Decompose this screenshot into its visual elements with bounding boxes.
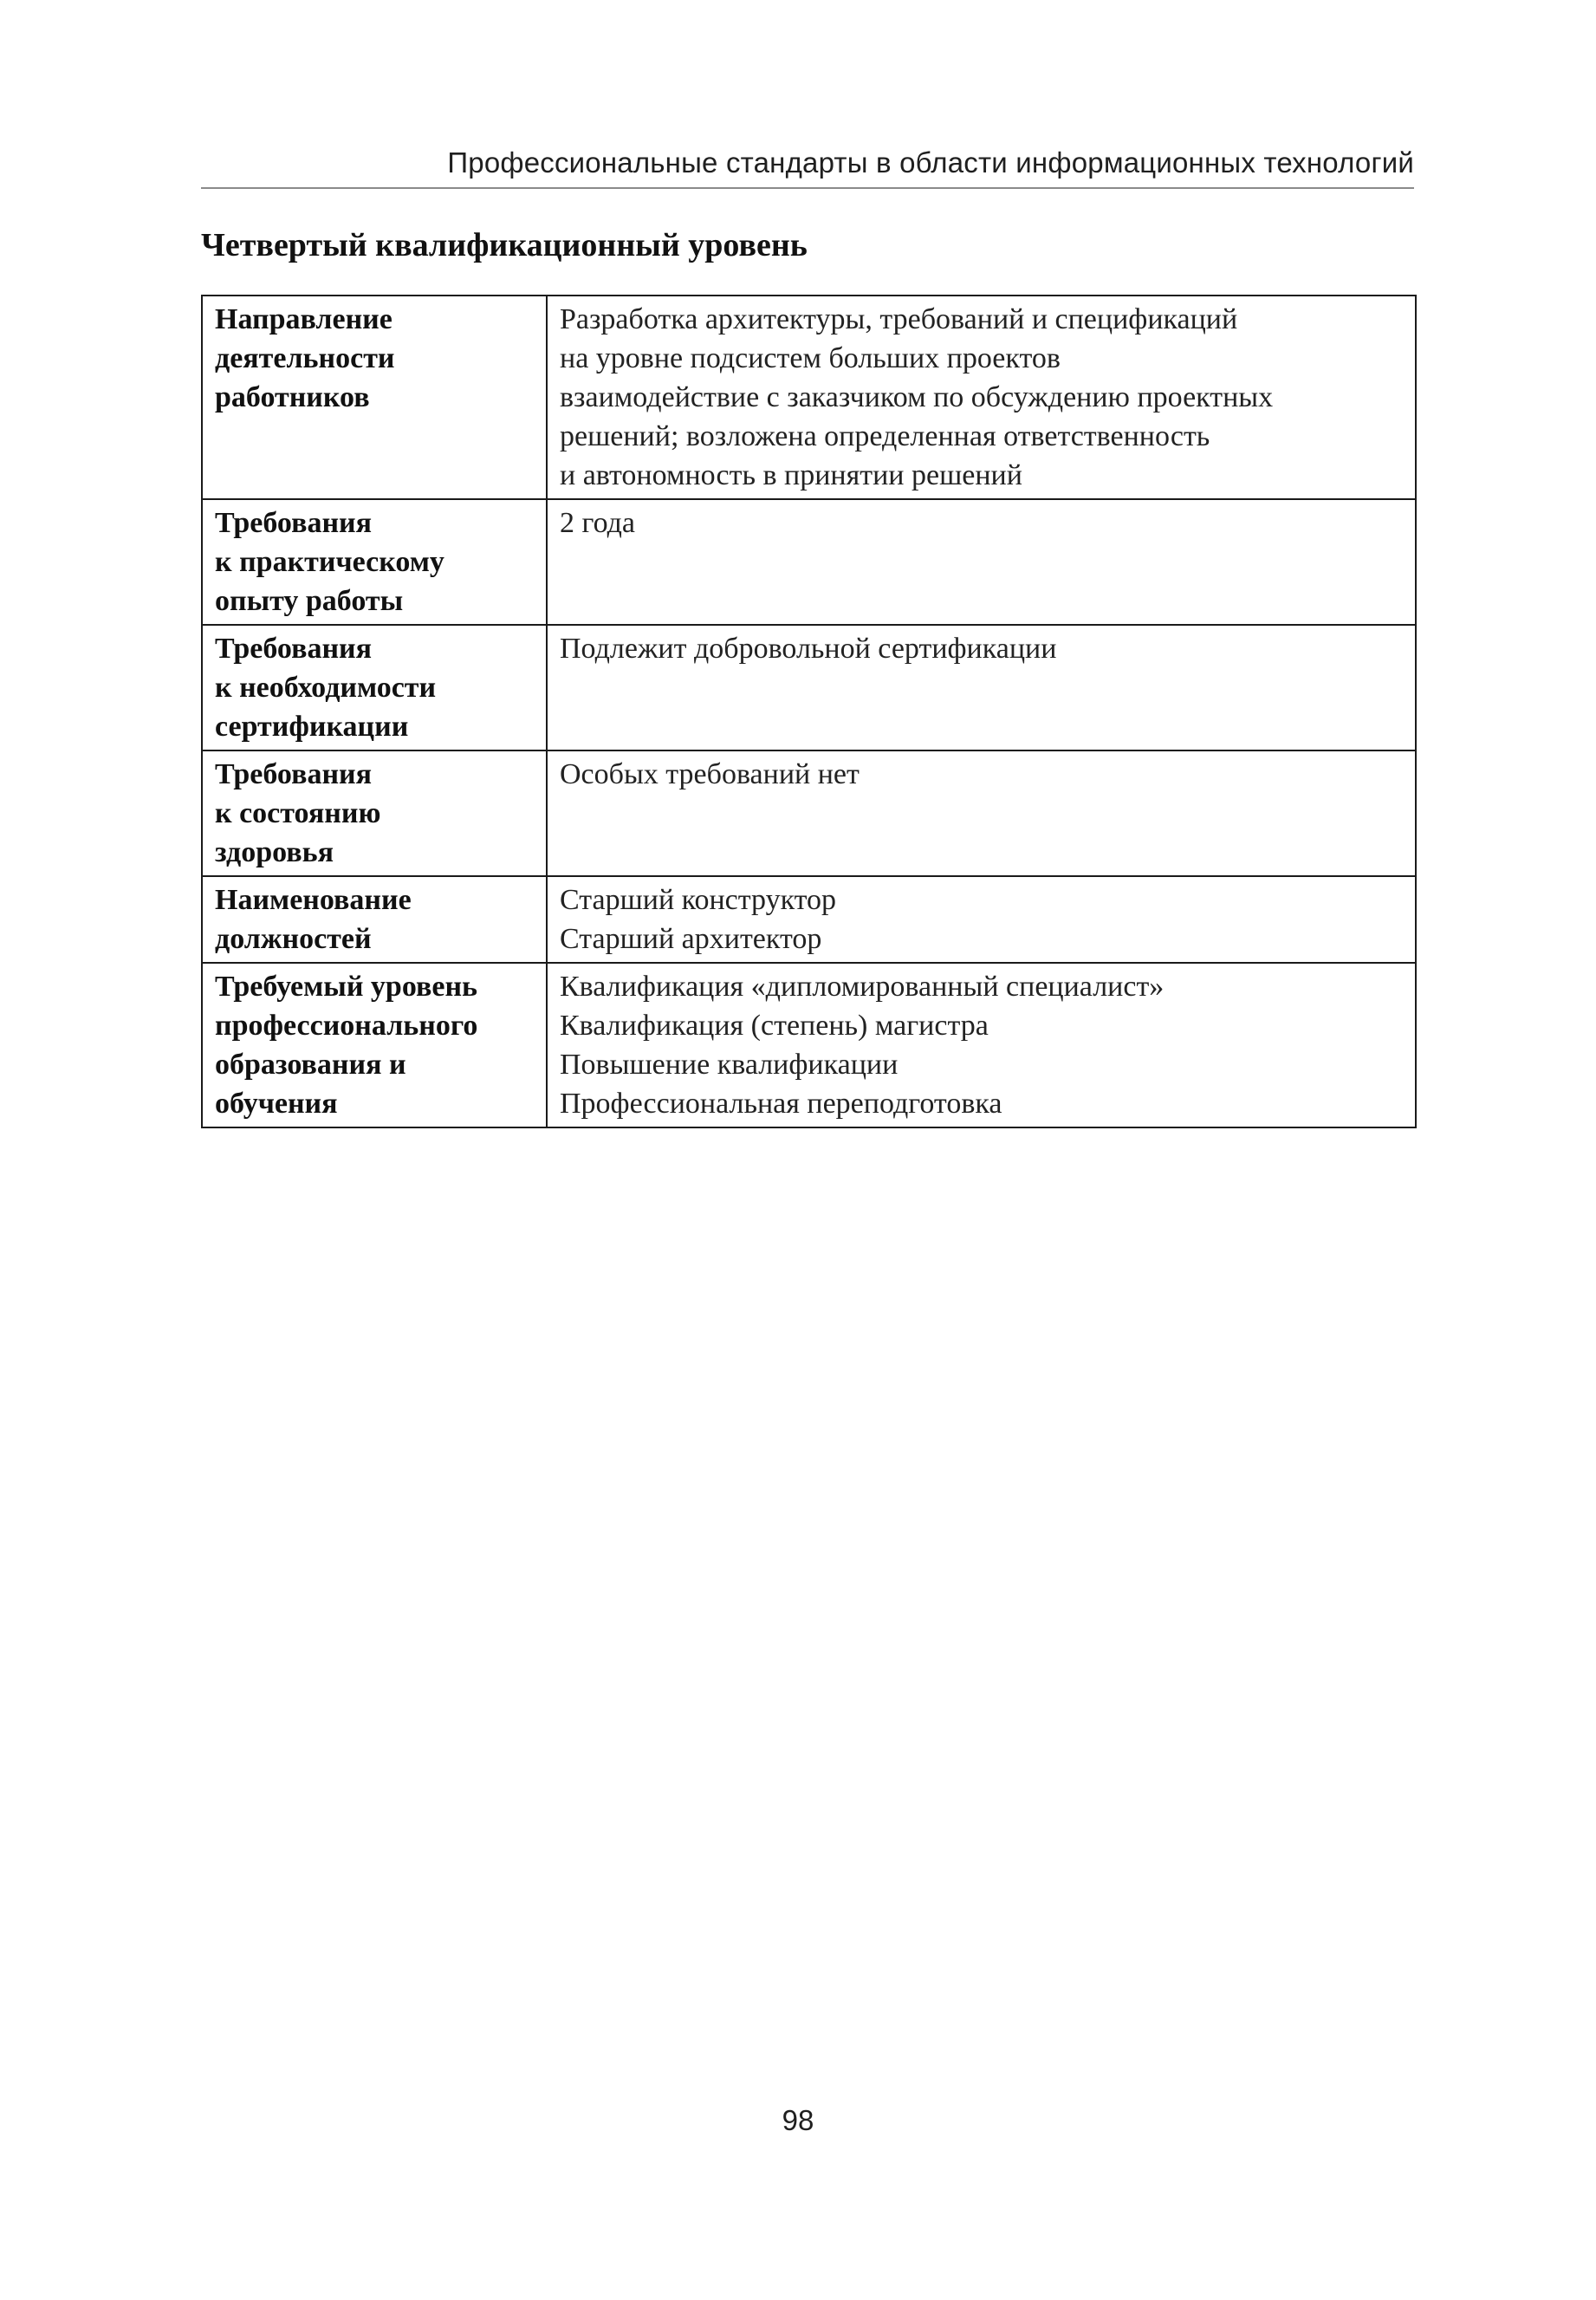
row-value-line: Повышение квалификации	[560, 1049, 899, 1081]
table-row	[202, 876, 1416, 963]
row-value-line: взаимодействие с заказчиком по обсуждению проектных	[560, 381, 1274, 413]
page-number: 98	[782, 2104, 814, 2136]
row-value-line: решений; возложена определенная ответственность	[560, 420, 1210, 452]
row-value-line: на уровне подсистем больших проектов	[560, 342, 1061, 374]
table-row	[202, 296, 1416, 499]
row-label-line: здоровья	[215, 836, 334, 868]
table-row	[202, 625, 1416, 750]
row-value-cell	[547, 499, 1416, 625]
row-value-line: Особых требований нет	[560, 758, 860, 790]
row-label-line: Наименование	[215, 884, 412, 916]
row-label-line: Требования	[215, 758, 373, 790]
table-row	[202, 750, 1416, 876]
row-label-line: профессионального	[215, 1010, 478, 1042]
row-value-cell	[547, 296, 1416, 499]
table-row	[202, 499, 1416, 625]
row-label-cell	[202, 625, 547, 750]
table-row	[202, 963, 1416, 1127]
row-value-line: Разработка архитектуры, требований и спецификаций	[560, 303, 1238, 335]
row-value-line: 2 года	[560, 507, 636, 539]
row-label-line: образования и обучения	[215, 1049, 406, 1120]
row-label-line: к практическому	[215, 546, 444, 578]
section-title: Четвертый квалификационный уровень	[201, 227, 808, 263]
row-value-cell	[547, 625, 1416, 750]
row-label-line: должностей	[215, 923, 372, 955]
row-value-cell	[547, 750, 1416, 876]
row-value-cell	[547, 963, 1416, 1127]
row-label-line: к необходимости	[215, 672, 437, 704]
row-label-cell	[202, 499, 547, 625]
row-value-line: Квалификация «дипломированный специалист»	[560, 971, 1165, 1003]
row-label-line: Требуемый уровень	[215, 971, 478, 1003]
row-value-line: Профессиональная переподготовка	[560, 1088, 1002, 1120]
qualification-table	[201, 295, 1417, 1128]
row-label-line: Требования	[215, 507, 373, 539]
row-value-line: Старший конструктор	[560, 884, 837, 916]
row-label-line: Направление	[215, 303, 393, 335]
row-label-cell	[202, 963, 547, 1127]
row-label-line: деятельности	[215, 342, 395, 374]
row-value-line: Старший архитектор	[560, 923, 822, 955]
row-value-line: Квалификация (степень) магистра	[560, 1010, 989, 1042]
row-label-line: опыту работы	[215, 585, 404, 617]
row-value-cell	[547, 876, 1416, 963]
header-rule	[201, 187, 1414, 189]
row-value-line: и автономность в принятии решений	[560, 459, 1022, 491]
row-label-line: к состоянию	[215, 797, 381, 829]
running-header: Профессиональные стандарты в области информационных технологий	[447, 146, 1414, 179]
row-value-line: Подлежит добровольной сертификации	[560, 633, 1057, 665]
row-label-cell	[202, 876, 547, 963]
row-label-line: работников	[215, 381, 370, 413]
row-label-line: сертификации	[215, 711, 409, 743]
row-label-line: Требования	[215, 633, 373, 665]
row-label-cell	[202, 750, 547, 876]
row-label-cell	[202, 296, 547, 499]
